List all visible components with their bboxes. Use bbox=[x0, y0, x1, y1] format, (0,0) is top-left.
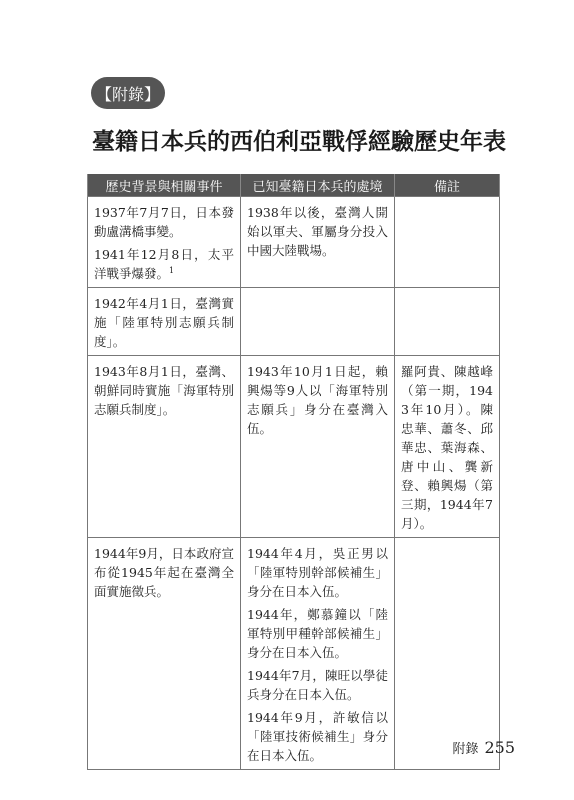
notes-cell bbox=[395, 356, 500, 538]
header-situation: 已知臺籍日本兵的處境 bbox=[241, 174, 395, 197]
table-row bbox=[88, 288, 500, 356]
situation-cell bbox=[241, 288, 395, 356]
history-entry: 1942年4月1日，臺灣實施「陸軍特別志願兵制度」。 bbox=[94, 296, 234, 349]
notes-cell bbox=[395, 538, 500, 770]
situation-cell bbox=[241, 538, 395, 770]
footer-section: 附錄 bbox=[452, 742, 479, 757]
table-header-row bbox=[88, 174, 500, 197]
history-cell bbox=[88, 356, 241, 538]
notes-entry: 羅阿貴、陳越峰（第一期，1943年10月）。陳忠華、蕭冬、邱華忠、葉海森、唐中山、龔新登、賴興煬（第三期，1944年7月）。 bbox=[401, 364, 493, 531]
situation-entry: 1938年以後，臺灣人開始以軍夫、軍屬身分投入中國大陸戰場。 bbox=[247, 205, 388, 258]
history-cell bbox=[88, 538, 241, 770]
page-number: 255 bbox=[484, 738, 515, 757]
page-footer bbox=[435, 738, 515, 758]
appendix-badge: 【附錄】 bbox=[91, 77, 165, 109]
situation-entry: 1944年4月，吳正男以「陸軍特別幹部候補生」身分在日本入伍。 bbox=[247, 546, 388, 599]
notes-cell bbox=[395, 197, 500, 288]
table-row bbox=[88, 538, 500, 770]
situation-entry: 1944年，鄭慕鐘以「陸軍特別甲種幹部候補生」身分在日本入伍。 bbox=[247, 607, 388, 660]
history-entry: 1944年9月，日本政府宣布從1945年起在臺灣全面實施徵兵。 bbox=[94, 546, 234, 599]
table-row bbox=[88, 356, 500, 538]
situation-entry: 1944年9月，許敏信以「陸軍技術候補生」身分在日本入伍。 bbox=[247, 710, 388, 763]
header-notes: 備註 bbox=[395, 174, 500, 197]
page-title: 臺籍日本兵的西伯利亞戰俘經驗歷史年表 bbox=[92, 129, 506, 155]
header-history: 歷史背景與相關事件 bbox=[88, 174, 241, 197]
chronology-table bbox=[87, 174, 500, 770]
situation-cell bbox=[241, 197, 395, 288]
footnote-marker: 1 bbox=[169, 265, 175, 275]
notes-cell bbox=[395, 288, 500, 356]
history-entry: 1941年12月8日，太平洋戰爭爆發。$^1$ bbox=[94, 247, 234, 281]
situation-cell bbox=[241, 356, 395, 538]
history-entry: 1937年7月7日，日本發動盧溝橋事變。 bbox=[94, 205, 234, 239]
situation-entry: 1943年10月1日起，賴興煬等9人以「海軍特別志願兵」身分在臺灣入伍。 bbox=[247, 364, 388, 436]
history-cell bbox=[88, 288, 241, 356]
history-entry: 1943年8月1日，臺灣、朝鮮同時實施「海軍特別志願兵制度」。 bbox=[94, 364, 234, 417]
situation-entry: 1944年7月，陳旺以學徒兵身分在日本入伍。 bbox=[247, 668, 388, 702]
history-cell bbox=[88, 197, 241, 288]
table-row bbox=[88, 197, 500, 288]
